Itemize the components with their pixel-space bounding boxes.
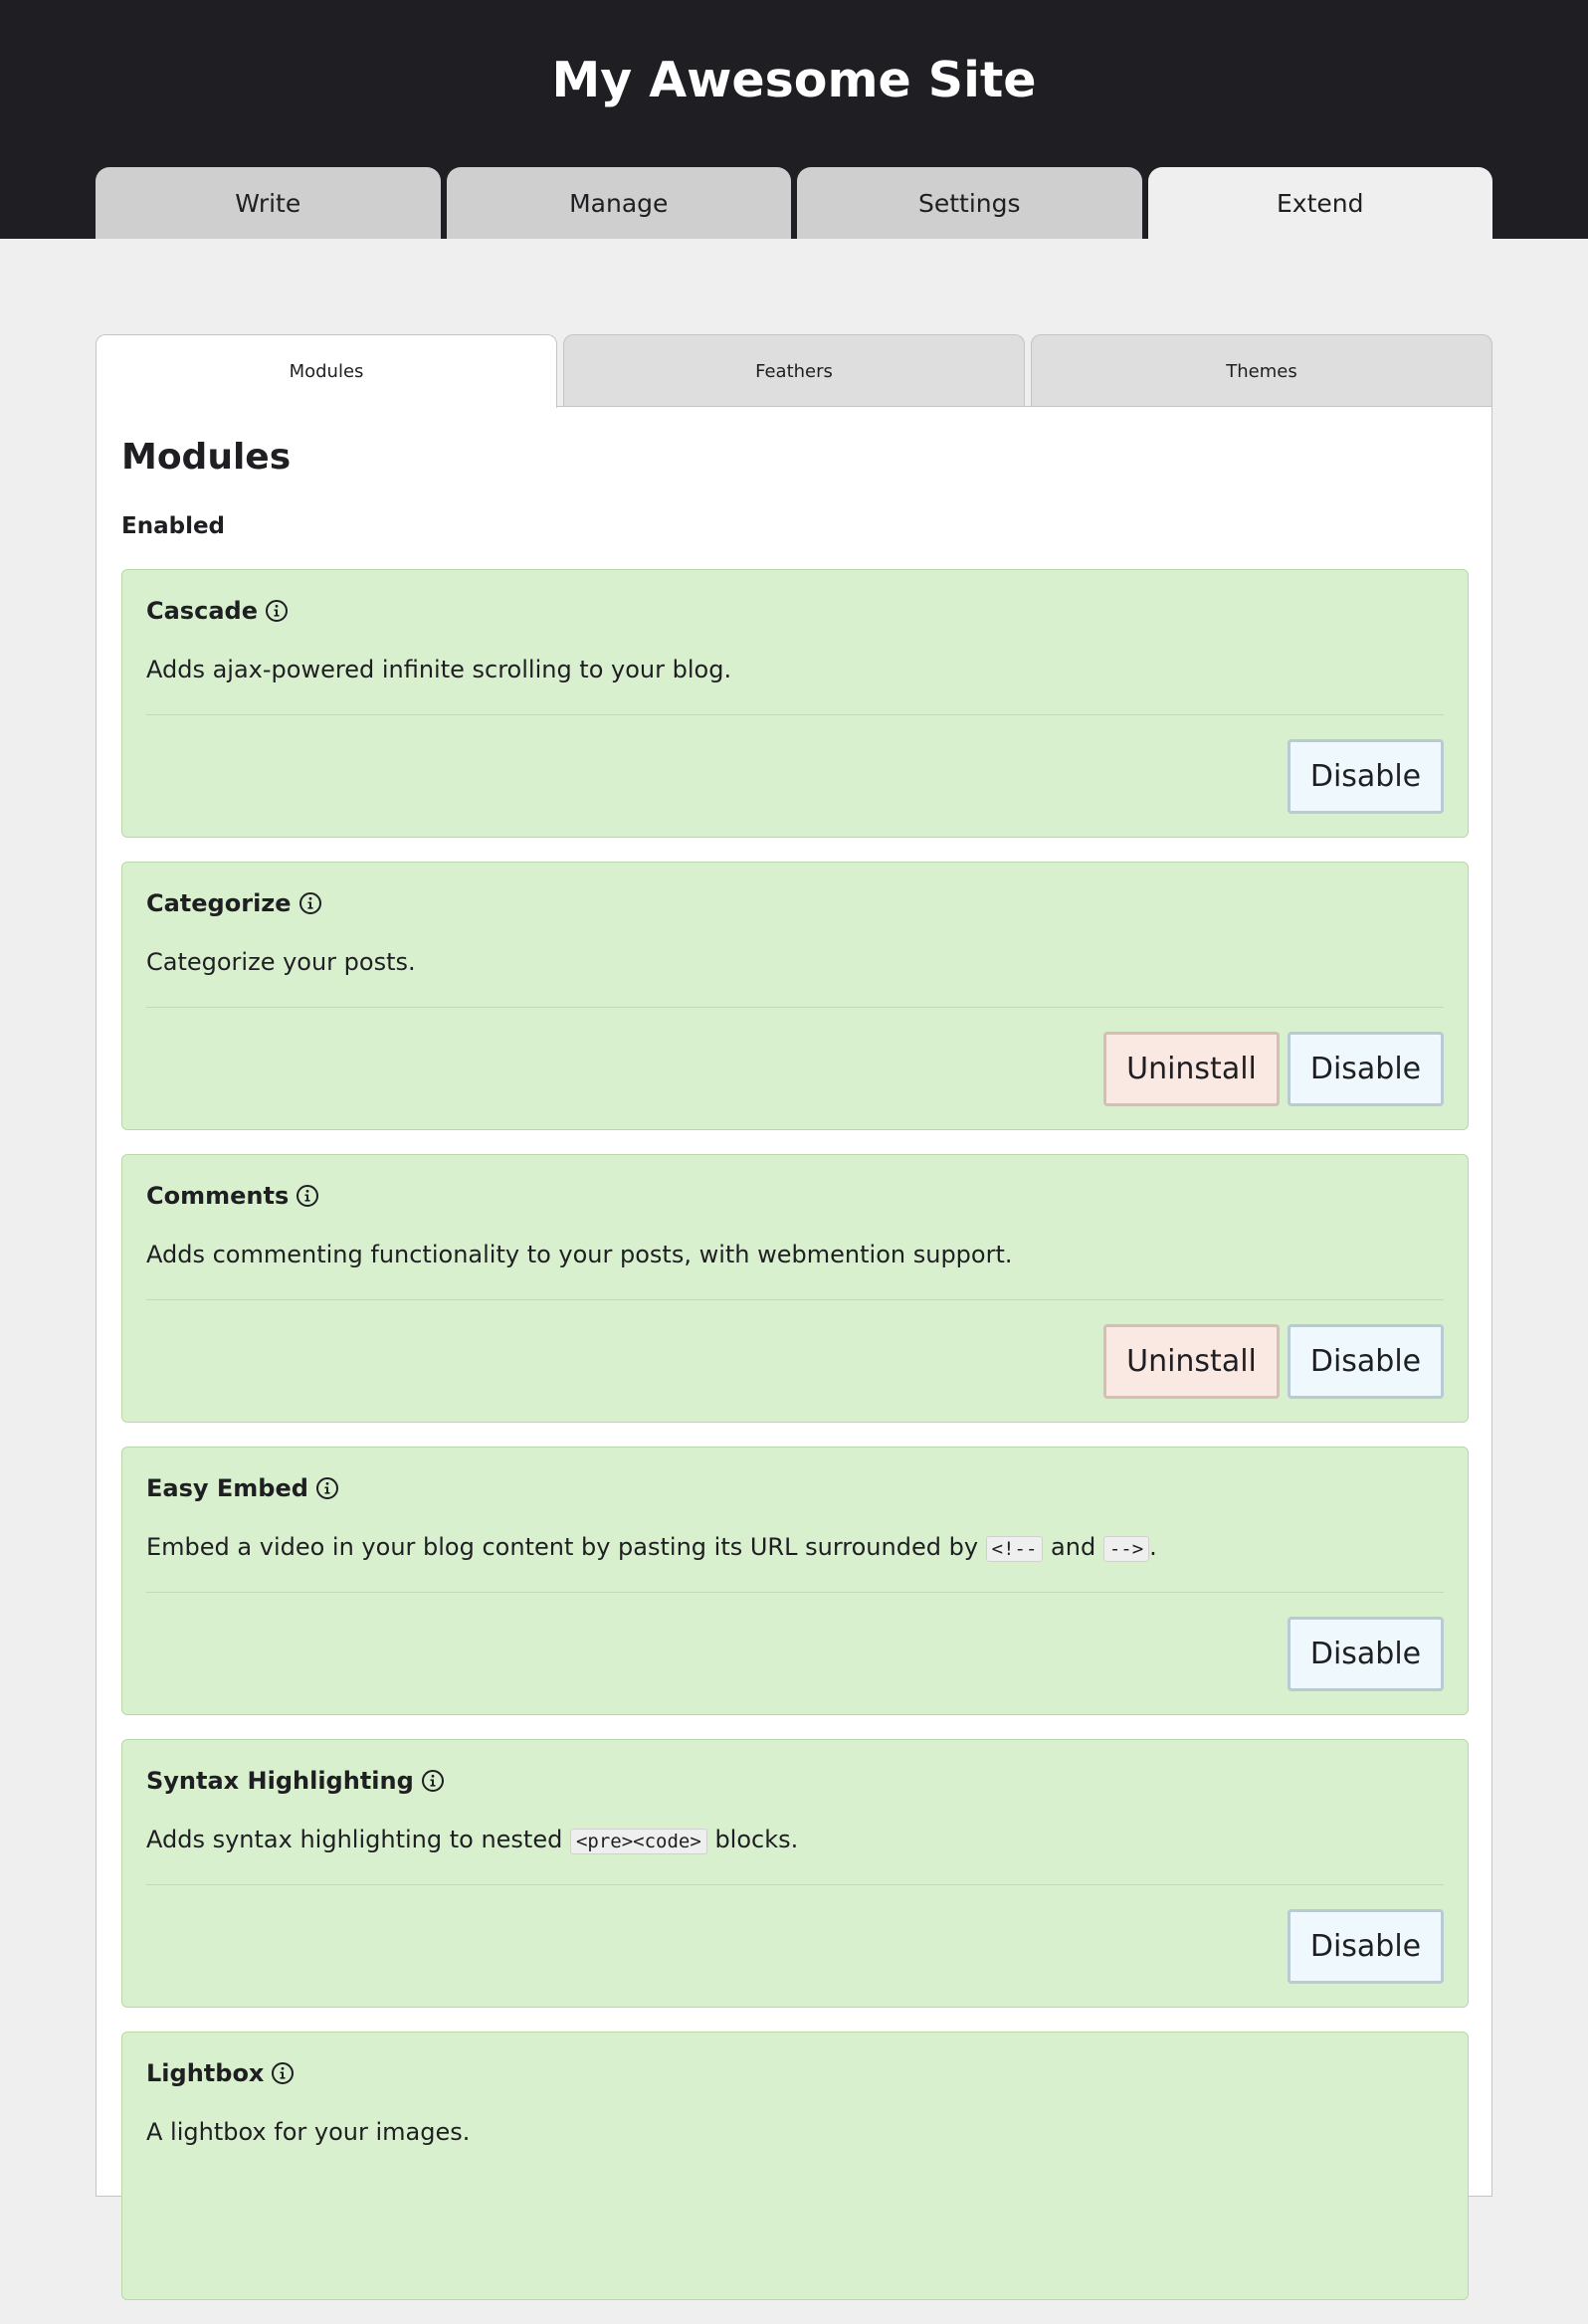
code-snippet: --> (1103, 1536, 1149, 1562)
info-icon[interactable] (420, 1768, 446, 1794)
disable-button[interactable]: Disable (1288, 1617, 1444, 1691)
module-description: A lightbox for your images. (146, 2118, 471, 2146)
module-header (146, 1474, 340, 1502)
module-description: Categorize your posts. (146, 948, 416, 976)
module-name: Lightbox (146, 2059, 265, 2087)
page-title: Modules (121, 437, 292, 478)
module-header (146, 597, 290, 625)
module-header (146, 2059, 296, 2087)
module-name: Syntax Highlighting (146, 1767, 414, 1795)
module-actions (1288, 739, 1444, 814)
module-card-lightbox (121, 2032, 1469, 2300)
enabled-module-list (121, 569, 1469, 2324)
module-divider (146, 1299, 1444, 1300)
info-icon[interactable] (298, 890, 323, 916)
site-title: My Awesome Site (551, 52, 1037, 108)
module-card-categorize (121, 862, 1469, 1130)
module-card-cascade (121, 569, 1469, 838)
module-actions (1103, 1032, 1444, 1106)
module-header (146, 1767, 446, 1795)
module-description (146, 1826, 798, 1853)
module-header (146, 1182, 320, 1210)
info-icon[interactable] (270, 2060, 296, 2086)
module-actions (1288, 1617, 1444, 1691)
sub-navigation (96, 334, 1492, 408)
disable-button[interactable]: Disable (1288, 739, 1444, 814)
disable-button[interactable]: Disable (1288, 1909, 1444, 1984)
content-panel (96, 406, 1492, 2197)
module-actions (1288, 1909, 1444, 1984)
description-text: Embed a video in your blog content by pasting its URL surrounded by (146, 1533, 986, 1561)
module-actions (1103, 1324, 1444, 1399)
description-text: . (1149, 1533, 1157, 1561)
tab-extend[interactable]: Extend (1148, 167, 1493, 239)
info-icon[interactable] (314, 1475, 340, 1501)
module-description: Adds ajax-powered infinite scrolling to your blog. (146, 656, 732, 683)
module-card-easy-embed (121, 1447, 1469, 1715)
module-card-comments (121, 1154, 1469, 1423)
module-divider (146, 1007, 1444, 1008)
description-text: and (1043, 1533, 1103, 1561)
section-heading-enabled: Enabled (121, 513, 226, 539)
tab-manage[interactable]: Manage (447, 167, 792, 239)
disable-button[interactable]: Disable (1288, 1032, 1444, 1106)
module-divider (146, 714, 1444, 715)
code-snippet: <pre><code> (570, 1829, 707, 1854)
description-text: Adds syntax highlighting to nested (146, 1826, 570, 1853)
subtab-feathers[interactable]: Feathers (563, 334, 1025, 407)
tab-write[interactable]: Write (96, 167, 441, 239)
subtab-modules[interactable]: Modules (96, 334, 557, 408)
code-snippet: <!-- (986, 1536, 1044, 1562)
main-navigation (96, 167, 1492, 239)
module-name: Categorize (146, 889, 292, 917)
module-description (146, 1533, 1157, 1561)
module-name: Comments (146, 1182, 290, 1210)
module-name: Cascade (146, 597, 258, 625)
module-card-syntax-highlighting (121, 1739, 1469, 2008)
description-text: blocks. (706, 1826, 799, 1853)
module-divider (146, 1592, 1444, 1593)
tab-settings[interactable]: Settings (797, 167, 1142, 239)
info-icon[interactable] (264, 598, 290, 624)
uninstall-button[interactable]: Uninstall (1103, 1032, 1280, 1106)
module-divider (146, 1884, 1444, 1885)
module-description: Adds commenting functionality to your posts, with webmention support. (146, 1241, 1013, 1268)
module-header (146, 889, 323, 917)
site-header (0, 0, 1588, 239)
uninstall-button[interactable]: Uninstall (1103, 1324, 1280, 1399)
module-name: Easy Embed (146, 1474, 308, 1502)
subtab-themes[interactable]: Themes (1031, 334, 1492, 407)
info-icon[interactable] (295, 1183, 320, 1209)
disable-button[interactable]: Disable (1288, 1324, 1444, 1399)
